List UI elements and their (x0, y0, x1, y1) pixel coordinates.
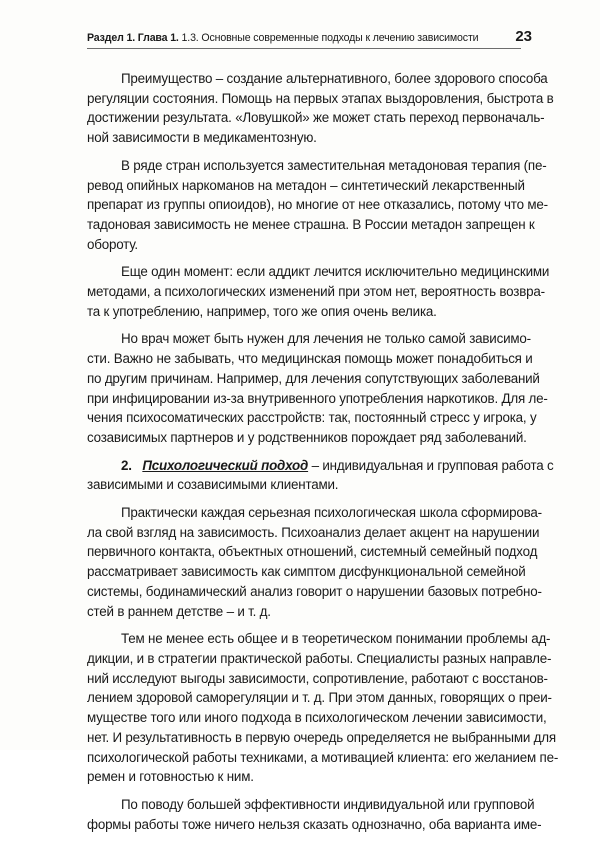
text-line: дикции, и в стратегии практической работы. Специалисты разных направле- (87, 650, 552, 666)
text-line: чения психосоматических расстройств: так, постоянный стресс у игрока, у (87, 410, 537, 426)
text-line: при инфицировании из-за внутривенного употребления наркотиков. Для ле- (87, 390, 548, 406)
text-line: тадоновая зависимость не менее страшна. В России метадон запрещен к (87, 216, 535, 232)
text-line: Практически каждая серьезная психологическая школа сформирова- (121, 505, 542, 521)
body-text (87, 69, 559, 842)
approach-title: Психологический подход (142, 457, 309, 473)
text-line: по другим причинам. Например, для лечения сопутствующих заболеваний (87, 370, 540, 386)
text-line: ремен и готовностью к ним. (87, 769, 254, 785)
text-line: достижении результата. «Ловушкой» же может стать переход первоначаль- (87, 110, 545, 126)
header-divider (87, 48, 521, 49)
text-line: зависимыми и созависимыми клиентами. (87, 477, 339, 493)
text-line: препарат из группы опиоидов), но многие от нее отказались, потому что ме- (87, 197, 548, 213)
text-line: Тем не менее есть общее и в теоретическом понимании проблемы ад- (121, 631, 551, 647)
paragraph (87, 69, 554, 148)
paragraph (87, 156, 548, 255)
text-line: лением здоровой саморегуляции и т. д. При этом данных, говорящих о преи- (87, 690, 552, 706)
paragraph (87, 329, 548, 447)
text-line: Еще один момент: если аддикт лечится исключительно медицинскими (121, 264, 550, 280)
text-line: Преимущество – создание альтернативного, более здорового способа (121, 71, 548, 86)
text-line: По поводу большей эффективности индивидуальной или групповой (121, 796, 535, 812)
text-line: ной зависимости в медикаментозную. (87, 130, 317, 146)
text-line: ний исследуют выгоды зависимости, сопротивление, работают с восстанов- (87, 670, 548, 686)
text-line: ревод опийных наркоманов на метадон – синтетический лекарственный (87, 177, 525, 193)
text-line: Но врач может быть нужен для лечения не только самой зависимо- (121, 331, 531, 347)
text-line: психологической работы техниками, а мотивацией клиента: его желанием пе- (87, 749, 559, 765)
paragraph (87, 262, 550, 321)
text-line: формы работы тоже ничего нельзя сказать однозначно, оба варианта име- (87, 816, 542, 832)
text-line: обороту. (87, 236, 138, 252)
running-head-title: 1.3. Основные современные подходы к лечению зависимости (178, 32, 479, 44)
text-line (87, 456, 554, 476)
text-line: регуляции состояния. Помощь на первых этапах выздоровления, быстрота в (87, 90, 554, 106)
text-line: стей в раннем детстве – и т. д. (87, 603, 271, 619)
paragraph (87, 503, 542, 621)
running-head (87, 32, 522, 45)
text-line: нет. И результативность в первую очередь определяется не выбранными для (87, 729, 556, 745)
page-number: 23 (515, 28, 532, 45)
running-head-section: Раздел 1. Глава 1. (87, 32, 179, 44)
numbered-paragraph (87, 456, 554, 495)
text-line: первичного контакта, объектных отношений, системный семейный подход (87, 544, 538, 560)
paragraph (87, 795, 542, 834)
text-line: муществе того или иного подхода в психологическом лечении зависимости, (87, 710, 547, 726)
text-line: методами, а психологических изменений при этом нет, вероятность возвра- (87, 284, 545, 300)
text-line: системы, бодинамический анализ говорит о нарушении базовых потребно- (87, 583, 542, 599)
text-line: рассматривает зависимость как симптом дисфункциональной семейной (87, 564, 526, 580)
text-line: сти. Важно не забывать, что медицинская помощь может понадобиться и (87, 351, 533, 367)
approach-description: – индивидуальная и групповая работа с (308, 457, 554, 473)
text-line: созависимых партнеров и у родственников порождает ряд заболеваний. (87, 429, 527, 445)
paragraph (87, 629, 559, 787)
item-number: 2. (121, 457, 132, 473)
text-line: та к употреблению, например, того же опия очень велика. (87, 303, 437, 319)
text-line: ла свой взгляд на зависимость. Психоанализ делает акцент на нарушении (87, 524, 540, 540)
text-line: В ряде стран используется заместительная метадоновая терапия (пе- (121, 157, 547, 173)
